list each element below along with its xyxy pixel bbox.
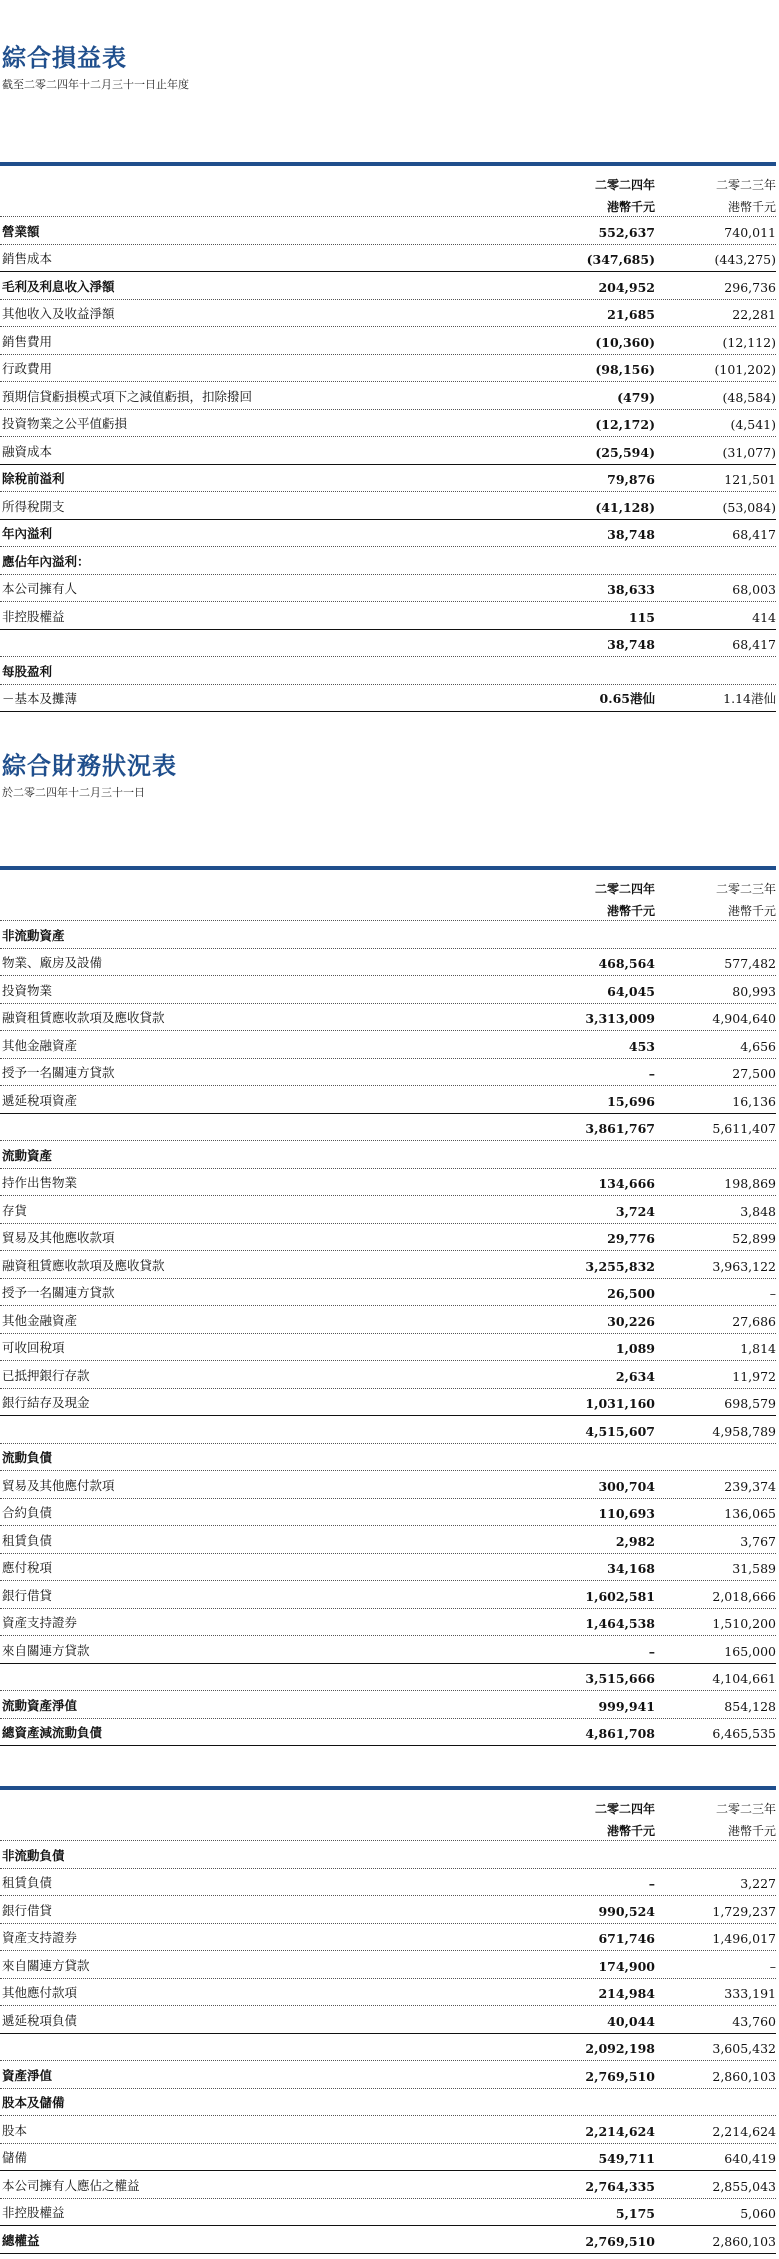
value-2024: (25,594) [595,444,655,460]
table-row [0,2144,776,2172]
row-label: －基本及攤薄 [2,691,78,706]
value-2023: (4,541) [730,417,776,432]
value-2023: 854,128 [724,1698,776,1714]
value-2023: 4,104,661 [712,1671,776,1686]
value-2023: 121,501 [724,472,776,487]
value-2023: 68,417 [732,527,776,542]
value-2024: 2,769,510 [585,2233,655,2249]
row-label: 非控股權益 [2,608,65,624]
col1-year: 二零二四年 [594,1802,655,1816]
row-label: 租賃負債 [2,1875,53,1890]
value-2024: 2,092,198 [585,2041,655,2056]
value-2023: 4,656 [740,1038,776,1054]
value-2023: 2,860,103 [712,2233,776,2249]
table-row [0,245,776,273]
row-label: 本公司擁有人應佔之權益 [2,2177,140,2193]
position-table [0,866,776,1746]
row-label: 持作出售物業 [2,1175,78,1190]
row-label: 投資物業之公平值虧損 [2,416,128,431]
position-subtitle: 於二零二四年十二月三十一日 [2,786,145,799]
table-row [0,382,776,410]
value-2024: 204,952 [598,279,655,295]
row-label: 所得稅開支 [2,498,65,514]
row-label: 遞延稅項負債 [2,2012,78,2028]
table-row [0,2226,776,2254]
table-row [0,1841,776,1869]
position-continued-rows [0,1841,776,2254]
value-2023: 740,011 [724,224,776,240]
table-row [0,1416,776,1444]
table-row [0,1719,776,1747]
row-label: 貿易及其他應收款項 [2,1230,115,1245]
value-2024: – [648,1876,655,1891]
value-2024: – [648,1066,655,1081]
row-label: 遞延稅項資產 [2,1092,78,1108]
value-2023: 11,972 [732,1368,776,1384]
value-2024: (41,128) [595,499,655,515]
col2-unit: 港幣千元 [727,904,776,918]
position-rows [0,921,776,1746]
col2-unit: 港幣千元 [727,200,776,214]
table-row [0,1444,776,1472]
row-label: 其他金融資產 [2,1312,78,1328]
value-2024: 4,861,708 [585,1726,655,1741]
value-2024: 300,704 [598,1478,655,1494]
value-2023: 296,736 [724,279,776,295]
income-subtitle: 截至二零二四年十二月三十一日止年度 [2,78,189,91]
table-row [0,1526,776,1554]
row-label: 毛利及利息收入淨額 [2,278,115,294]
value-2023: 43,760 [732,2013,776,2029]
row-label: 來自關連方貸款 [2,1957,90,1973]
row-label: 資產淨值 [2,2067,53,2083]
col2-year: 二零二三年 [715,882,776,896]
table-row [0,520,776,548]
value-2024: 3,861,767 [585,1121,655,1136]
table-row [0,437,776,465]
value-2023: 4,958,789 [712,1423,776,1439]
row-label: 融資成本 [2,443,53,459]
row-label: 銀行結存及現金 [2,1395,90,1410]
value-2024: 3,255,832 [585,1258,655,1274]
value-2024: 468,564 [598,956,655,971]
row-label: 總權益 [2,2232,40,2248]
row-label: 營業額 [2,223,40,239]
value-2023: 31,589 [732,1561,776,1576]
table-row [0,657,776,685]
table-row [0,921,776,949]
value-2024: 34,168 [607,1561,655,1576]
value-2024: 79,876 [607,472,655,487]
value-2024: 134,666 [598,1176,655,1191]
table-row [0,272,776,300]
row-label: 非流動資產 [2,927,65,943]
value-2023: 68,417 [732,637,776,652]
value-2023: 27,686 [732,1313,776,1329]
table-row [0,1499,776,1527]
row-label: 來自關連方貸款 [2,1642,90,1658]
row-label: 融資租賃應收款項及應收貸款 [2,1010,165,1025]
row-label: 合約負債 [2,1505,53,1520]
value-2023: 68,003 [732,582,776,597]
table-row [0,1196,776,1224]
value-2023: 22,281 [732,307,776,322]
table-row [0,1059,776,1087]
value-2023: 4,904,640 [712,1011,776,1026]
value-2023: 333,191 [724,1986,776,2001]
table-row [0,1581,776,1609]
row-label: 銷售成本 [2,251,53,266]
value-2024: 453 [628,1038,655,1054]
table-row [0,355,776,383]
row-label: 租賃負債 [2,1532,53,1548]
table-row [0,1114,776,1142]
row-label: 可收回稅項 [2,1340,65,1355]
table-row [0,1924,776,1952]
row-label: 其他收入及收益淨額 [2,306,115,321]
income-table [0,162,776,712]
col1-unit: 港幣千元 [606,904,655,918]
value-2024: (347,685) [586,252,655,267]
value-2023: 80,993 [732,983,776,999]
value-2023: 1,729,237 [712,1903,776,1919]
position-continued-table [0,1786,776,2254]
table-row [0,949,776,977]
row-label: 年內溢利 [2,526,53,541]
value-2023: 2,018,666 [712,1588,776,1604]
value-2023: – [769,1286,776,1301]
row-label: 銀行借貸 [2,1587,53,1603]
row-label: 資產支持證券 [2,1615,78,1630]
income-rows [0,217,776,712]
table-row [0,1306,776,1334]
row-label: 貿易及其他應付款項 [2,1477,115,1493]
row-label: 本公司擁有人 [2,581,78,596]
value-2024: 38,748 [607,637,655,652]
value-2024: 1,602,581 [585,1588,655,1604]
table-row [0,630,776,658]
row-label: 流動負債 [2,1450,53,1465]
table-row [0,1691,776,1719]
value-2024: 1,031,160 [585,1396,655,1411]
table-row [0,2171,776,2199]
table-row [0,976,776,1004]
table-row [0,2034,776,2062]
value-2024: 2,634 [615,1368,655,1384]
row-label: 應付稅項 [2,1560,53,1575]
value-2023: 414 [752,609,776,625]
value-2023: 1,510,200 [712,1616,776,1631]
value-2023: 2,855,043 [712,2178,776,2194]
value-2024: 3,724 [615,1203,655,1219]
value-2023: 3,605,432 [712,2041,776,2056]
value-2024: 38,748 [607,527,655,542]
table-row [0,1389,776,1417]
value-2023: 3,227 [740,1876,776,1891]
value-2024: 552,637 [598,224,655,240]
row-label: 已抵押銀行存款 [2,1367,90,1383]
value-2024: (12,172) [595,417,655,432]
row-label: 銷售費用 [2,333,53,349]
row-label: 銀行借貸 [2,1902,53,1918]
value-2024: 115 [628,609,655,625]
table-row [0,1554,776,1582]
column-header [0,870,776,921]
value-2023: 640,419 [724,2151,776,2166]
value-2023: 239,374 [724,1478,776,1494]
value-2024: 3,515,666 [585,1671,655,1686]
value-2024: 2,764,335 [585,2178,655,2194]
value-2023: (31,077) [722,444,776,460]
table-row [0,1031,776,1059]
row-label: 資產支持證券 [2,1930,78,1945]
value-2023: 2,214,624 [712,2123,776,2139]
value-2024: – [648,1643,655,1659]
value-2023: 3,767 [740,1533,776,1549]
table-row [0,2061,776,2089]
value-2023: 5,060 [740,2206,776,2221]
table-row [0,1279,776,1307]
value-2024: 2,769,510 [585,2068,655,2084]
row-label: 非流動負債 [2,1847,65,1863]
value-2024: 4,515,607 [585,1423,655,1439]
table-row [0,602,776,630]
row-label: 投資物業 [2,982,53,998]
table-row [0,2199,776,2227]
row-label: 流動資產 [2,1147,53,1163]
table-row [0,2006,776,2034]
value-2023: (12,112) [722,334,776,350]
row-label: 授予一名關連方貸款 [2,1065,115,1080]
value-2024: 64,045 [607,983,655,999]
table-row [0,1251,776,1279]
table-row [0,575,776,603]
value-2024: 3,313,009 [585,1011,655,1026]
value-2023: 2,860,103 [712,2068,776,2084]
table-row [0,1224,776,1252]
value-2024: 26,500 [607,1286,655,1301]
value-2023: 16,136 [732,1093,776,1109]
col1-year: 二零二四年 [594,178,655,192]
table-row [0,1471,776,1499]
table-row [0,1141,776,1169]
value-2024: 214,984 [598,1986,655,2001]
column-header [0,166,776,217]
value-2023: 5,611,407 [712,1121,776,1136]
row-label: 其他應付款項 [2,1985,78,2000]
table-row [0,685,776,713]
value-2023: – [769,1958,776,1974]
value-2024: 990,524 [598,1903,655,1919]
value-2024: 1,089 [615,1341,655,1356]
table-row [0,1951,776,1979]
row-label: 行政費用 [2,361,53,376]
value-2024: 2,214,624 [585,2123,655,2139]
table-row [0,1361,776,1389]
table-row [0,217,776,245]
value-2024: 5,175 [615,2206,655,2221]
table-row [0,300,776,328]
col2-year: 二零二三年 [715,178,776,192]
row-label: 每股盈利 [2,663,53,679]
table-row [0,465,776,493]
row-label: 流動資產淨值 [2,1697,78,1713]
row-label: 除稅前溢利 [2,471,65,486]
value-2023: (101,202) [714,362,776,377]
value-2023: 52,899 [732,1231,776,1246]
table-row [0,1664,776,1692]
value-2024: 1,464,538 [585,1616,655,1631]
column-header [0,1790,776,1841]
row-label: 股本 [2,2122,28,2138]
row-label: 物業、廠房及設備 [2,955,103,970]
value-2023: (48,584) [722,389,776,405]
value-2023: 1,814 [740,1341,776,1356]
value-2024: 30,226 [607,1313,655,1329]
row-label: 授予一名關連方貸款 [2,1285,115,1300]
col1-unit: 港幣千元 [606,200,655,214]
value-2024: 29,776 [607,1231,655,1246]
col1-year: 二零二四年 [594,882,655,896]
table-row [0,492,776,520]
row-label: 其他金融資產 [2,1037,78,1053]
table-row [0,410,776,438]
value-2024: 549,711 [598,2151,655,2166]
table-row [0,1636,776,1664]
row-label: 股本及儲備 [2,2095,65,2110]
table-row [0,327,776,355]
value-2023: 3,963,122 [712,1258,776,1274]
value-2024: 38,633 [607,582,655,597]
position-title: 綜合財務狀況表 [2,751,177,780]
table-row [0,1869,776,1897]
value-2024: 0.65港仙 [599,691,655,706]
row-label: 儲備 [2,2150,28,2165]
table-row [0,1334,776,1362]
value-2024: 15,696 [607,1093,655,1109]
value-2023: 136,065 [724,1506,776,1521]
row-label: 應佔年內溢利： [2,553,90,569]
value-2024: 40,044 [607,2013,655,2029]
col2-unit: 港幣千元 [727,1824,776,1838]
value-2023: 577,482 [724,956,776,971]
row-label: 非控股權益 [2,2205,65,2220]
value-2023: 198,869 [724,1176,776,1191]
col2-year: 二零二三年 [715,1802,776,1816]
row-label: 融資租賃應收款項及應收貸款 [2,1257,165,1273]
value-2023: 1.14港仙 [723,691,776,706]
value-2023: (443,275) [714,252,776,267]
value-2023: 1,496,017 [712,1931,776,1946]
row-label: 總資產減流動負債 [2,1725,103,1740]
row-label: 存貨 [2,1202,28,1218]
value-2023: 165,000 [724,1643,776,1659]
table-row [0,2116,776,2144]
value-2024: 21,685 [607,307,655,322]
value-2023: 3,848 [740,1203,776,1219]
value-2024: 2,982 [615,1533,655,1549]
table-row [0,1896,776,1924]
table-row [0,1169,776,1197]
table-row [0,1086,776,1114]
value-2023: 27,500 [732,1066,776,1081]
value-2023: 698,579 [724,1396,776,1411]
table-row [0,2089,776,2117]
value-2023: (53,084) [722,499,776,515]
row-label: 預期信貸虧損模式項下之減值虧損，扣除撥回 [2,388,253,404]
value-2024: 110,693 [598,1506,655,1521]
value-2024: (479) [617,389,655,405]
value-2023: 6,465,535 [712,1726,776,1741]
col1-unit: 港幣千元 [606,1824,655,1838]
income-title: 綜合損益表 [2,43,127,72]
value-2024: (98,156) [595,362,655,377]
table-row [0,1609,776,1637]
value-2024: 671,746 [598,1931,655,1946]
table-row [0,547,776,575]
table-row [0,1004,776,1032]
value-2024: 999,941 [598,1698,655,1714]
value-2024: (10,360) [595,334,655,350]
table-row [0,1979,776,2007]
value-2024: 174,900 [598,1958,655,1974]
